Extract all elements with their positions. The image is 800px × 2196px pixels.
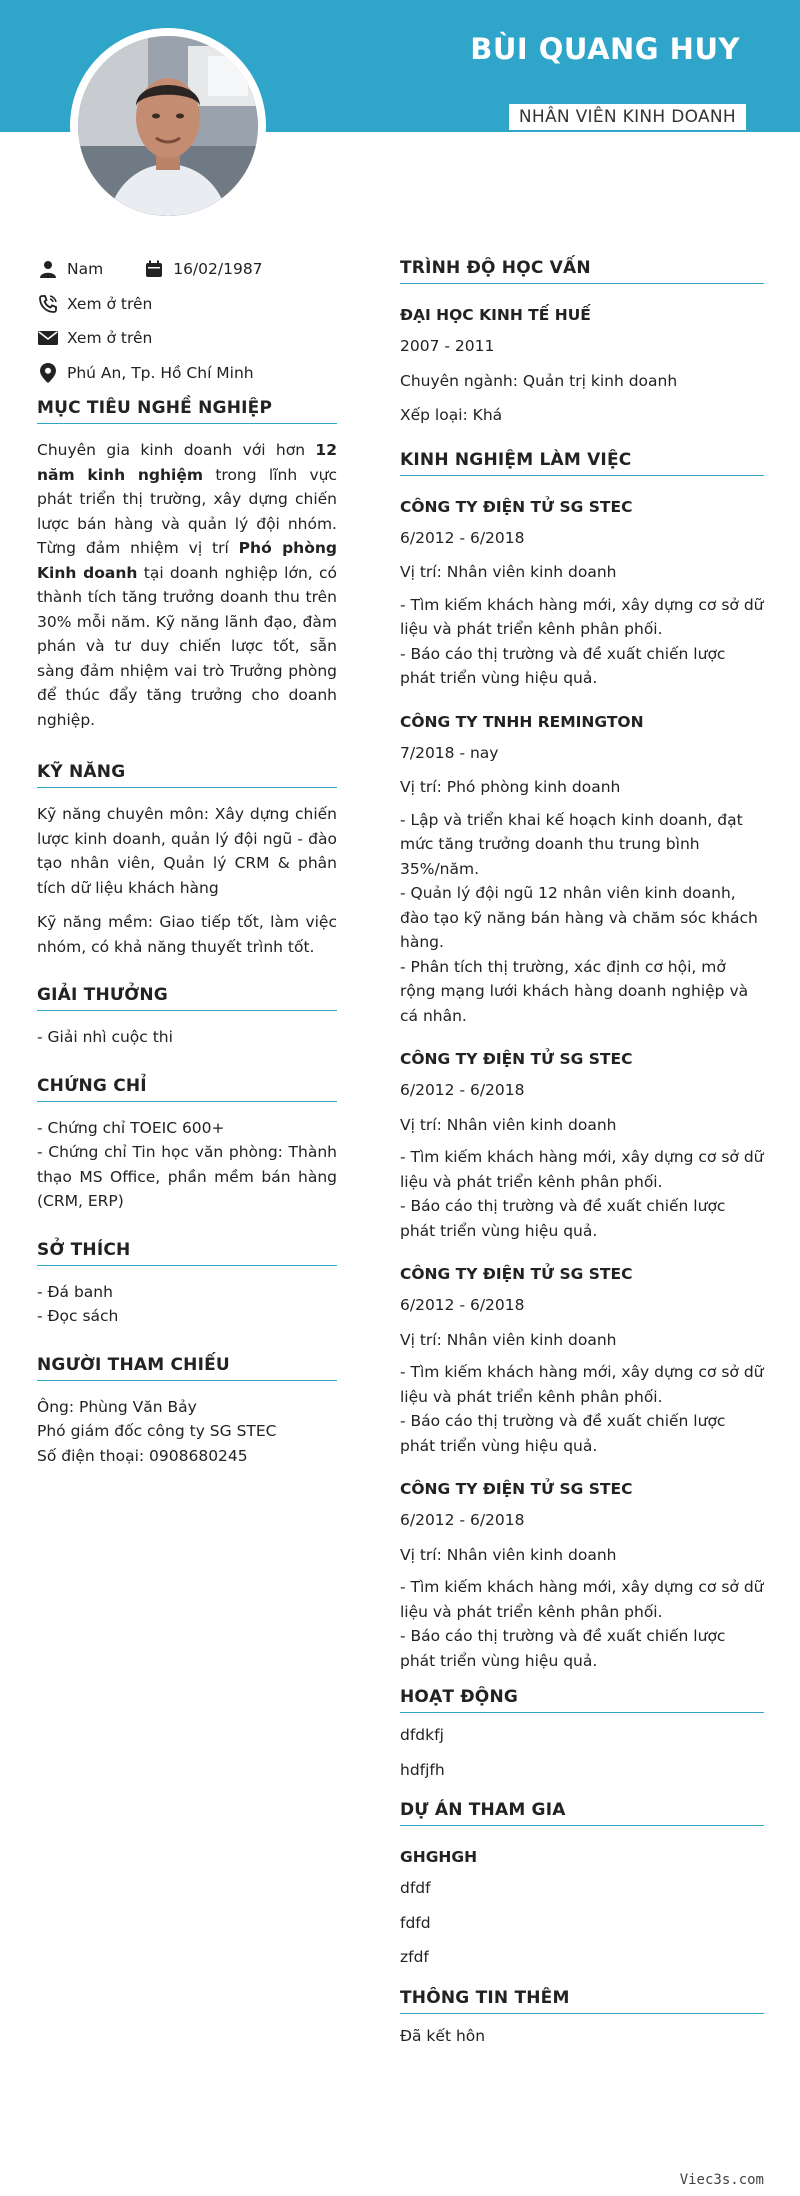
list-item: - Chứng chỉ TOEIC 600+ <box>37 1118 225 1137</box>
list-item: zfdf <box>400 1948 429 1966</box>
job-item <box>400 498 764 691</box>
company-name: CÔNG TY ĐIỆN TỬ SG STEC <box>400 1480 633 1498</box>
awards-section <box>37 985 337 1050</box>
job-period: 7/2018 - nay <box>400 743 499 762</box>
job-position: Vị trí: Phó phòng kinh doanh <box>400 778 621 796</box>
project-name: GHGHGH <box>400 1848 478 1866</box>
school-name: ĐẠI HỌC KINH TẾ HUẾ <box>400 306 591 324</box>
list-item: Phó giám đốc công ty SG STEC <box>37 1422 277 1440</box>
left-column <box>37 252 337 1494</box>
list-item: dfdkfj <box>400 1726 444 1744</box>
list-item: fdfd <box>400 1913 431 1932</box>
job-position: Vị trí: Nhân viên kinh doanh <box>400 1330 617 1349</box>
company-name: CÔNG TY ĐIỆN TỬ SG STEC <box>400 1050 633 1068</box>
job-duty: - Phân tích thị trường, xác định cơ hội, mở rộng mạng lưới khách hàng doanh nghiệp và cá nhân. <box>400 957 749 1025</box>
job-item <box>400 1480 764 1673</box>
gender-birthday-row <box>37 252 337 287</box>
job-duty: - Tìm kiếm khách hàng mới, xây dựng cơ sở dữ liệu và phát triển kênh phân phối. <box>400 595 764 638</box>
avatar-photo <box>78 36 258 216</box>
job-item <box>400 1050 764 1243</box>
certificates-section <box>37 1076 337 1214</box>
hobbies-section <box>37 1240 337 1329</box>
list-item: Đã kết hôn <box>400 2026 486 2045</box>
additional-info-section <box>400 1988 764 2049</box>
avatar <box>70 28 266 224</box>
section-title: GIẢI THƯỞNG <box>37 985 337 1011</box>
job-duty: - Tìm kiếm khách hàng mới, xây dựng cơ sở dữ liệu và phát triển kênh phân phối. <box>400 1578 764 1621</box>
hard-skills: Kỹ năng chuyên môn: Xây dựng chiến lược kinh doanh, quản lý đội ngũ - đào tạo nhân viên, Quản lý CRM & phân tích dữ liệu khách hàng <box>37 805 337 897</box>
list-item: - Đá banh <box>37 1282 113 1301</box>
email-value: Xem ở trên <box>67 329 153 348</box>
list-item: - Chứng chỉ Tin học văn phòng: Thành thạo MS Office, phần mềm bán hàng (CRM, ERP) <box>37 1143 337 1210</box>
address-value: Phú An, Tp. Hồ Chí Minh <box>67 363 254 382</box>
job-period: 6/2012 - 6/2018 <box>400 1081 525 1099</box>
email-row <box>37 321 337 356</box>
education-period: 2007 - 2011 <box>400 337 495 355</box>
candidate-name: BÙI QUANG HUY <box>470 32 740 66</box>
job-duty: - Báo cáo thị trường và đề xuất chiến lược phát triển vùng hiệu quả. <box>400 644 726 687</box>
list-item: - Giải nhì cuộc thi <box>37 1028 173 1046</box>
footer-brand: Viec3s.com <box>679 2172 764 2188</box>
references-section <box>37 1355 337 1469</box>
job-position: Vị trí: Nhân viên kinh doanh <box>400 563 617 581</box>
section-title: DỰ ÁN THAM GIA <box>400 1800 764 1826</box>
section-title: NGƯỜI THAM CHIẾU <box>37 1355 337 1381</box>
objective-text: Chuyên gia kinh doanh với hơn 12 năm kinh nghiệm trong lĩnh vực phát triển thị trường, xây dựng chiến lược bán hàng và quản lý đội nhóm. Từng đảm nhiệm vị trí Phó phòng Kinh doanh tại doanh nghiệp lớn, có thành tích tăng trưởng doanh thu trên 30% mỗi năm. Kỹ năng lãnh đạo, đàm phán và tư duy chiến lược tốt, sẵn sàng đảm nhiệm vai trò Trưởng phòng để thúc đẩy tăng trưởng cho doanh nghiệp. <box>37 441 337 729</box>
gender-value: Nam <box>67 260 104 279</box>
candidate-job-title: NHÂN VIÊN KINH DOANH <box>509 104 746 130</box>
job-period: 6/2012 - 6/2018 <box>400 1296 525 1314</box>
education-major: Chuyên ngành: Quản trị kinh doanh <box>400 371 678 390</box>
email-icon <box>37 328 58 349</box>
job-duty: - Báo cáo thị trường và đề xuất chiến lược phát triển vùng hiệu quả. <box>400 1627 726 1670</box>
education-grade: Xếp loại: Khá <box>400 406 503 424</box>
location-pin-icon <box>37 362 58 383</box>
list-item: Số điện thoại: 0908680245 <box>37 1446 248 1465</box>
education-section <box>400 258 764 428</box>
list-item: - Đọc sách <box>37 1307 119 1325</box>
section-title: TRÌNH ĐỘ HỌC VẤN <box>400 258 764 284</box>
job-item <box>400 713 764 1029</box>
job-period: 6/2012 - 6/2018 <box>400 1511 525 1529</box>
section-title: KINH NGHIỆM LÀM VIỆC <box>400 450 764 476</box>
job-duty: - Quản lý đội ngũ 12 nhân viên kinh doanh, đào tạo kỹ năng bán hàng và chăm sóc khách hàng. <box>400 884 758 951</box>
phone-row <box>37 287 337 322</box>
user-icon <box>37 259 58 280</box>
job-duty: - Báo cáo thị trường và đề xuất chiến lược phát triển vùng hiệu quả. <box>400 1197 726 1240</box>
list-item: hdfjfh <box>400 1760 445 1779</box>
section-title: MỤC TIÊU NGHỀ NGHIỆP <box>37 398 337 424</box>
job-period: 6/2012 - 6/2018 <box>400 528 525 547</box>
section-title: THÔNG TIN THÊM <box>400 1988 764 2014</box>
projects-section <box>400 1800 764 1970</box>
company-name: CÔNG TY ĐIỆN TỬ SG STEC <box>400 1265 633 1283</box>
company-name: CÔNG TY ĐIỆN TỬ SG STEC <box>400 497 633 516</box>
section-title: CHỨNG CHỈ <box>37 1076 337 1102</box>
job-item <box>400 1265 764 1458</box>
experience-section <box>400 450 764 1674</box>
activities-section <box>400 1687 764 1782</box>
job-duty: - Tìm kiếm khách hàng mới, xây dựng cơ sở dữ liệu và phát triển kênh phân phối. <box>400 1363 764 1406</box>
skills-section <box>37 762 337 959</box>
section-title: HOẠT ĐỘNG <box>400 1687 764 1713</box>
job-duty: - Báo cáo thị trường và đề xuất chiến lược phát triển vùng hiệu quả. <box>400 1412 726 1455</box>
company-name: CÔNG TY TNHH REMINGTON <box>400 712 644 731</box>
job-position: Vị trí: Nhân viên kinh doanh <box>400 1545 617 1564</box>
phone-icon <box>37 293 58 314</box>
phone-value: Xem ở trên <box>67 294 153 313</box>
list-item: dfdf <box>400 1879 431 1897</box>
objective-section <box>37 398 337 732</box>
job-duty: - Tìm kiếm khách hàng mới, xây dựng cơ sở dữ liệu và phát triển kênh phân phối. <box>400 1148 764 1191</box>
section-title: SỞ THÍCH <box>37 1240 337 1266</box>
job-duty: - Lập và triển khai kế hoạch kinh doanh, đạt mức tăng trưởng doanh thu trung bình 35%/năm. <box>400 810 743 878</box>
list-item: Ông: Phùng Văn Bảy <box>37 1397 197 1416</box>
calendar-icon <box>143 259 164 280</box>
soft-skills: Kỹ năng mềm: Giao tiếp tốt, làm việc nhóm, có khả năng thuyết trình tốt. <box>37 913 337 956</box>
birthday-value: 16/02/1987 <box>173 260 263 279</box>
address-row <box>37 356 337 391</box>
job-position: Vị trí: Nhân viên kinh doanh <box>400 1115 617 1134</box>
right-column <box>400 258 764 2048</box>
section-title: KỸ NĂNG <box>37 762 337 788</box>
